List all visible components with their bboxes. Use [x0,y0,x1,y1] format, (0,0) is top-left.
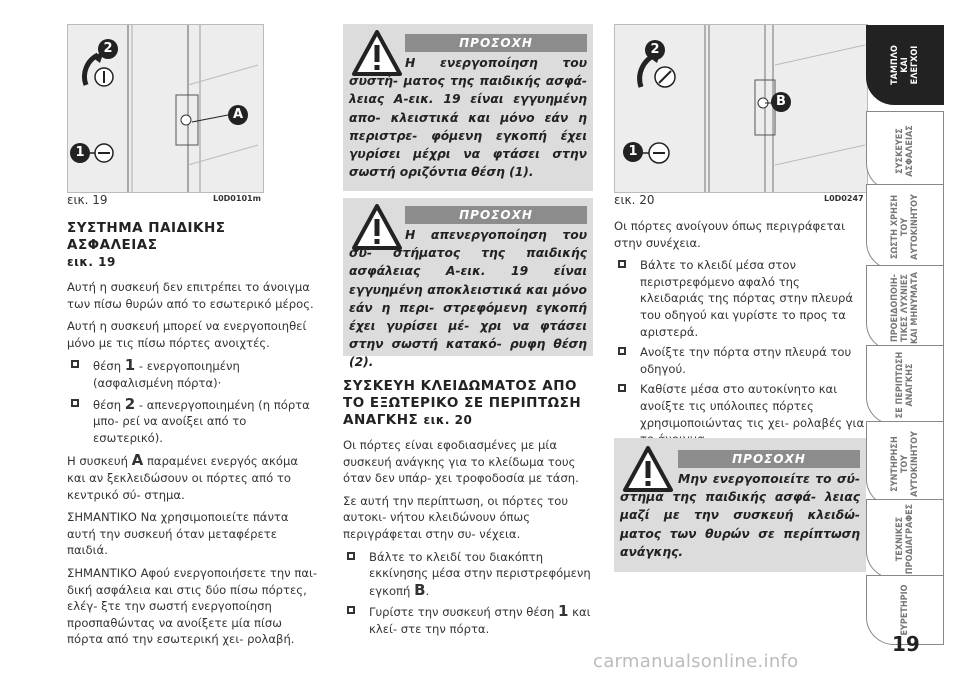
warning-title: ΠΡΟΣΟΧΗ [405,206,587,224]
paragraph: ΣΗΜΑΝΤΙΚΟ Να χρησιμοποιείτε πάντα αυτή την συσκευή όταν μεταφέρετε παιδιά. [67,510,289,558]
middle-column [343,378,593,642]
square-bullet-icon [618,260,626,268]
bullet-item: Καθίστε μέσα στο αυτοκίνητο και ανοίξτε τις υπόλοιπες πόρτες χρησιμοποιώντας τις χει- ρολαβές για [614,381,866,447]
bullet-item: Βάλτε το κλειδί του διακόπτη εκκίνησης μέσα στην περιστρεφόμενη εγκοπή B. [343,549,593,600]
chapter-tabs [866,25,960,655]
page-number: 19 [892,632,920,656]
tab-dashboard-and-controls[interactable]: ΤΑΜΠΛΟ ΚΑΙ ΕΛΕΓΧΟΙ [866,25,944,105]
section-heading [343,378,593,429]
square-bullet-icon [71,399,79,407]
tab-emergency[interactable]: ΣΕ ΠΕΡΙΠΤΩΣΗ ΑΝΑΓΚΗΣ [866,345,944,425]
figure-caption: εικ. 19 [67,193,108,207]
tab-index[interactable]: ΕΥΡΕΤΗΡΙΟ [866,575,944,645]
paragraph: Οι πόρτες είναι εφοδιασμένες με μία συσκευή ανάγκης για το κλείδωμα τους όταν δεν υπάρ- χει τροφοδοσία με τάση. [343,438,579,486]
bullet-item: Βάλτε το κλειδί μέσα στον περιστρεφόμενο αφαλό της κλειδαριάς της πόρτας στην πλευρά του οδηγού και γυρίστε το προς τα αριστερά. [614,257,866,340]
marker-1: 1 [623,142,643,162]
figure-19-illustration [67,24,264,193]
warning-text: Η ενεργοποίηση του συστή- ματος της παιδικής ασφά- λειας A-εικ. 19 είναι εγγυημένη απο- κλειστικά και μόνο εάν η περιστρε- φόμενη εγκοπή έχει γυρίσει μέχρι να φτάσει στην σωστή οριζόντια θέση (1). [349,56,587,180]
right-column [614,218,866,452]
paragraph: Σε αυτή την περίπτωση, οι πόρτες του αυτοκι- νήτου κλειδώνουν όπως περιγράφεται στην συ- νέχεια. [343,493,569,541]
heading-text: ΣΥΣΤΗΜΑ ΠΑΙΔΙΚΗΣ ΑΣΦΑΛΕΙΑΣ [67,220,226,253]
square-bullet-icon [347,606,355,614]
heading-figure-ref: εικ. 20 [423,413,473,427]
warning-box [614,438,866,572]
paragraph: Οι πόρτες ανοίγουν όπως περιγράφεται στην συνέχεια. [614,219,845,250]
tab-technical-specs[interactable]: ΤΕΧΝΙΚΕΣ ΠΡΟΔΙΑΓΡΑΦΕΣ [866,499,944,579]
warning-title: ΠΡΟΣΟΧΗ [678,450,860,468]
marker-2: 2 [645,40,665,60]
warning-text: Η απενεργοποίηση του συ- στήματος της παιδικής ασφάλειας A-εικ. 19 είναι εγγυημένη αποκλειστικά και μόνο εάν η περι- στρεφόμενη εγκοπή έχει γυρίσει μέ- χρι να φτάσει στην σωστή κατακό- ρυφη θέση (2). [349,228,587,370]
figure-20-illustration [614,24,868,193]
heading-text: ΣΥΣΚΕΥΗ ΚΛΕΙΔΩΜΑΤΟΣ ΑΠΟ ΤΟ ΕΞΩΤΕΡΙΚΟ ΣΕ ΠΕΡΙΠΤΩΣΗ ΑΝΑΓΚΗΣ [343,378,582,428]
marker-1: 1 [70,143,90,163]
tab-warning-lights[interactable]: ΠΡΟΕΙΔΟΠΟΙΗ- ΤΙΚΕΣ ΛΥΧΝΙΕΣ ΚΑΙ ΜΗΝΥΜΑΤΑ [866,265,944,351]
paragraph: ΣΗΜΑΝΤΙΚΟ Αφού ενεργοποιήσετε την παι- δική ασφάλεια και στις δύο πίσω πόρτες, ελέγ- ξτε την σωστή ενεργοποίηση προσπαθώντας να ανοίξετε μία πίσω πόρτα από την εσωτερική χει- ρολαβή. [67,565,318,647]
heading-figure-ref: εικ. 19 [67,255,116,269]
watermark: carmanualsonline.info [593,651,799,672]
square-bullet-icon [347,552,355,560]
figure-code: L0D0101m [213,194,261,203]
marker-A: A [228,105,248,125]
paragraph: Αυτή η συσκευή δεν επιτρέπει το άνοιγμα των πίσω θυρών από το εσωτερικό μέρος. [67,280,314,311]
bullet-item: θέση 2 - απενεργοποιημένη (η πόρτα μπο- ρεί να ανοίξει από το εσωτερικό). [67,396,319,447]
paragraph: Η συσκευή A παραμένει ενεργός ακόμα και αν ξεκλειδώσουν οι πόρτες από το κεντρικό σύ- στημα. [67,451,298,502]
bullet-item: θέση 1 - ενεργοποιημένη (ασφαλισμένη πόρτα)· [67,357,319,391]
marker-2: 2 [98,39,118,59]
figure-code: L0D0247 [824,194,864,203]
tab-correct-use[interactable]: ΣΩΣΤΗ ΧΡΗΣΗ ΤΟΥ ΑΥΤΟΚΙΝΗΤΟΥ [866,184,944,270]
marker-B: B [771,92,791,112]
paragraph: Αυτή η συσκευή μπορεί να ενεργοποιηθεί μόνο με τις πίσω πόρτες ανοιχτές. [67,319,307,350]
warning-box [343,198,593,370]
square-bullet-icon [71,360,79,368]
square-bullet-icon [618,384,626,392]
warning-title: ΠΡΟΣΟΧΗ [405,34,587,52]
warning-box [343,24,593,191]
bullet-item: Ανοίξτε την πόρτα στην πλευρά του οδηγού. [614,344,866,377]
left-column [67,220,319,654]
tab-safety-devices[interactable]: ΣΥΣΚΕΥΕΣ ΑΣΦΑΛΕΙΑΣ [866,111,944,191]
section-heading [67,220,319,271]
figure-caption: εικ. 20 [614,193,655,207]
tab-maintenance[interactable]: ΣΥΝΤΗΡΗΣΗ ΤΟΥ ΑΥΤΟΚΙΝΗΤΟΥ [866,421,944,507]
bullet-item: Γυρίστε την συσκευή στην θέση 1 και κλεί- στε την πόρτα. [343,603,593,637]
square-bullet-icon [618,347,626,355]
warning-text: Μην ενεργοποιείτε το σύ- στημα της παιδικής ασφά- λειας μαζί με την συσκευή κλειδώ- ματος των θυρών σε περίπτωση ανάγκης. [620,472,860,559]
